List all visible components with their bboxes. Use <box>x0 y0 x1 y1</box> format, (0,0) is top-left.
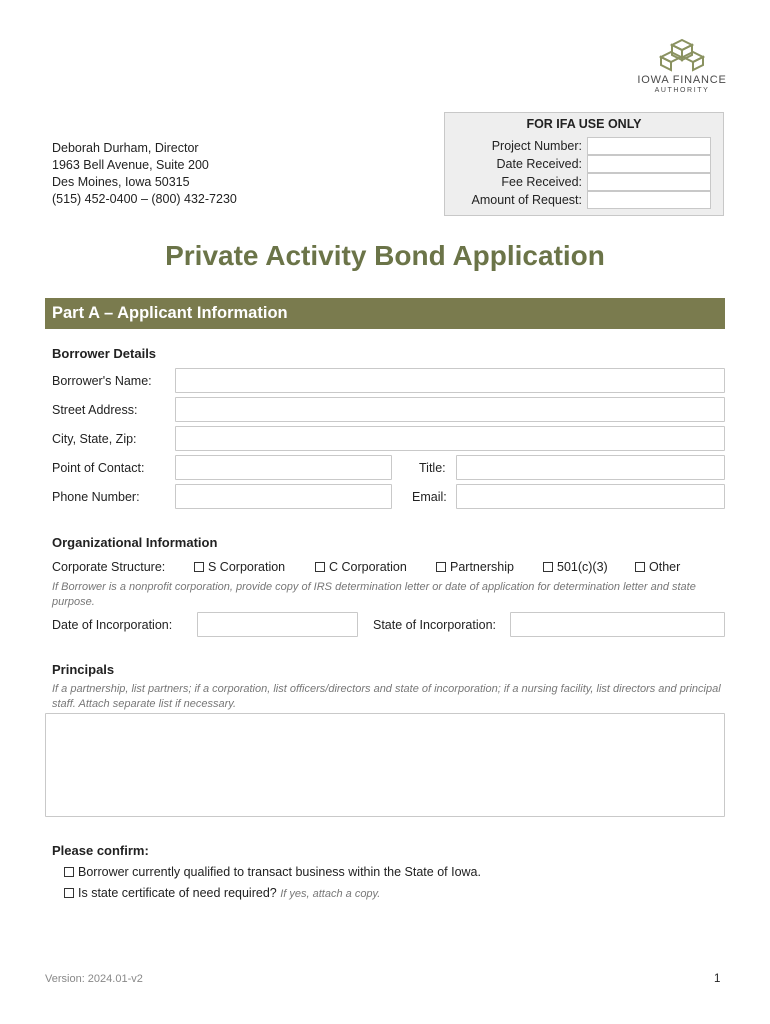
principals-textarea[interactable] <box>45 713 725 817</box>
organizational-info-heading: Organizational Information <box>52 535 218 550</box>
borrower-name-label: Borrower's Name: <box>52 374 152 388</box>
ifa-row-date-received <box>445 155 725 173</box>
certificate-note: If yes, attach a copy. <box>280 888 381 900</box>
logo-line1: IOWA FINANCE <box>637 74 727 86</box>
option-partnership[interactable] <box>436 560 514 574</box>
point-of-contact-label: Point of Contact: <box>52 461 145 475</box>
s-corporation-checkbox[interactable] <box>194 562 204 572</box>
confirm-item-certificate[interactable] <box>64 886 380 902</box>
city-state-zip-label: City, State, Zip: <box>52 432 137 446</box>
section-header-label: Part A – Applicant Information <box>52 304 288 322</box>
fee-received-field[interactable] <box>587 173 711 191</box>
certificate-checkbox[interactable] <box>64 888 74 898</box>
state-of-incorporation-input[interactable] <box>510 612 725 637</box>
ifa-use-only-box <box>444 112 724 216</box>
city-state-zip-input[interactable] <box>175 426 725 451</box>
date-received-field[interactable] <box>587 155 711 173</box>
principals-note: If a partnership, list partners; if a corporation, list officers/directors and state of incorporation; if a nursing facility, list directors and principal staff. Attach separate list if necessary. <box>52 683 721 710</box>
c-corporation-label: C Corporation <box>329 560 407 574</box>
option-other[interactable] <box>635 560 680 574</box>
footer-version: Version: 2024.01-v2 <box>45 973 143 985</box>
other-label: Other <box>649 560 681 574</box>
qualified-label: Borrower currently qualified to transact business within the State of Iowa. <box>78 865 481 879</box>
date-of-incorporation-input[interactable] <box>197 612 358 637</box>
please-confirm-heading: Please confirm: <box>52 843 149 858</box>
other-checkbox[interactable] <box>635 562 645 572</box>
partnership-label: Partnership <box>450 560 514 574</box>
501c3-checkbox[interactable] <box>543 562 553 572</box>
logo-cubes-icon <box>659 38 705 72</box>
partnership-checkbox[interactable] <box>436 562 446 572</box>
amount-of-request-field[interactable] <box>587 191 711 209</box>
street-address-input[interactable] <box>175 397 725 422</box>
principals-heading: Principals <box>52 662 115 677</box>
s-corporation-label: S Corporation <box>208 560 286 574</box>
document-title: Private Activity Bond Application <box>165 240 605 271</box>
borrower-details-heading: Borrower Details <box>52 346 157 361</box>
title-label: Title: <box>419 461 446 475</box>
501c3-label: 501(c)(3) <box>557 560 608 574</box>
phone-number-label: Phone Number: <box>52 490 140 504</box>
qualified-checkbox[interactable] <box>64 867 74 877</box>
point-of-contact-input[interactable] <box>175 455 392 480</box>
phone-number-input[interactable] <box>175 484 392 509</box>
date-of-incorporation-label: Date of Incorporation: <box>52 618 173 632</box>
option-c-corporation[interactable] <box>315 560 407 574</box>
option-501c3[interactable] <box>543 560 608 574</box>
confirm-item-qualified[interactable] <box>64 865 481 879</box>
option-s-corporation[interactable] <box>194 560 285 574</box>
logo-line2: AUTHORITY <box>654 87 710 94</box>
footer-page-number: 1 <box>714 973 721 985</box>
certificate-label: Is state certificate of need required? <box>78 886 277 900</box>
contact-address2: Des Moines, Iowa 50315 <box>52 175 190 189</box>
amount-of-request-label: Amount of Request: <box>471 193 582 207</box>
fee-received-label: Fee Received: <box>501 175 582 189</box>
nonprofit-note: If Borrower is a nonprofit corporation, provide copy of IRS determination letter or date of application for determination letter and state purpose. <box>52 581 696 608</box>
borrower-name-input[interactable] <box>175 368 725 393</box>
ifa-row-fee-received <box>445 173 725 191</box>
project-number-label: Project Number: <box>491 139 582 153</box>
contact-phone: (515) 452-0400 – (800) 432-7230 <box>52 192 237 206</box>
section-header-part-a <box>45 298 725 329</box>
c-corporation-checkbox[interactable] <box>315 562 325 572</box>
iowa-finance-authority-logo <box>637 38 727 94</box>
ifa-row-amount-of-request <box>445 191 725 209</box>
state-of-incorporation-label: State of Incorporation: <box>373 618 496 632</box>
date-received-label: Date Received: <box>496 157 582 171</box>
ifa-box-title: FOR IFA USE ONLY <box>526 117 642 131</box>
email-input[interactable] <box>456 484 725 509</box>
contact-block <box>52 140 237 208</box>
project-number-field[interactable] <box>587 137 711 155</box>
contact-name: Deborah Durham, Director <box>52 141 199 155</box>
ifa-row-project-number <box>445 137 725 155</box>
corporate-structure-label: Corporate Structure: <box>52 560 166 574</box>
title-input[interactable] <box>456 455 725 480</box>
email-label: Email: <box>412 490 447 504</box>
street-address-label: Street Address: <box>52 403 138 417</box>
contact-address1: 1963 Bell Avenue, Suite 200 <box>52 158 209 172</box>
